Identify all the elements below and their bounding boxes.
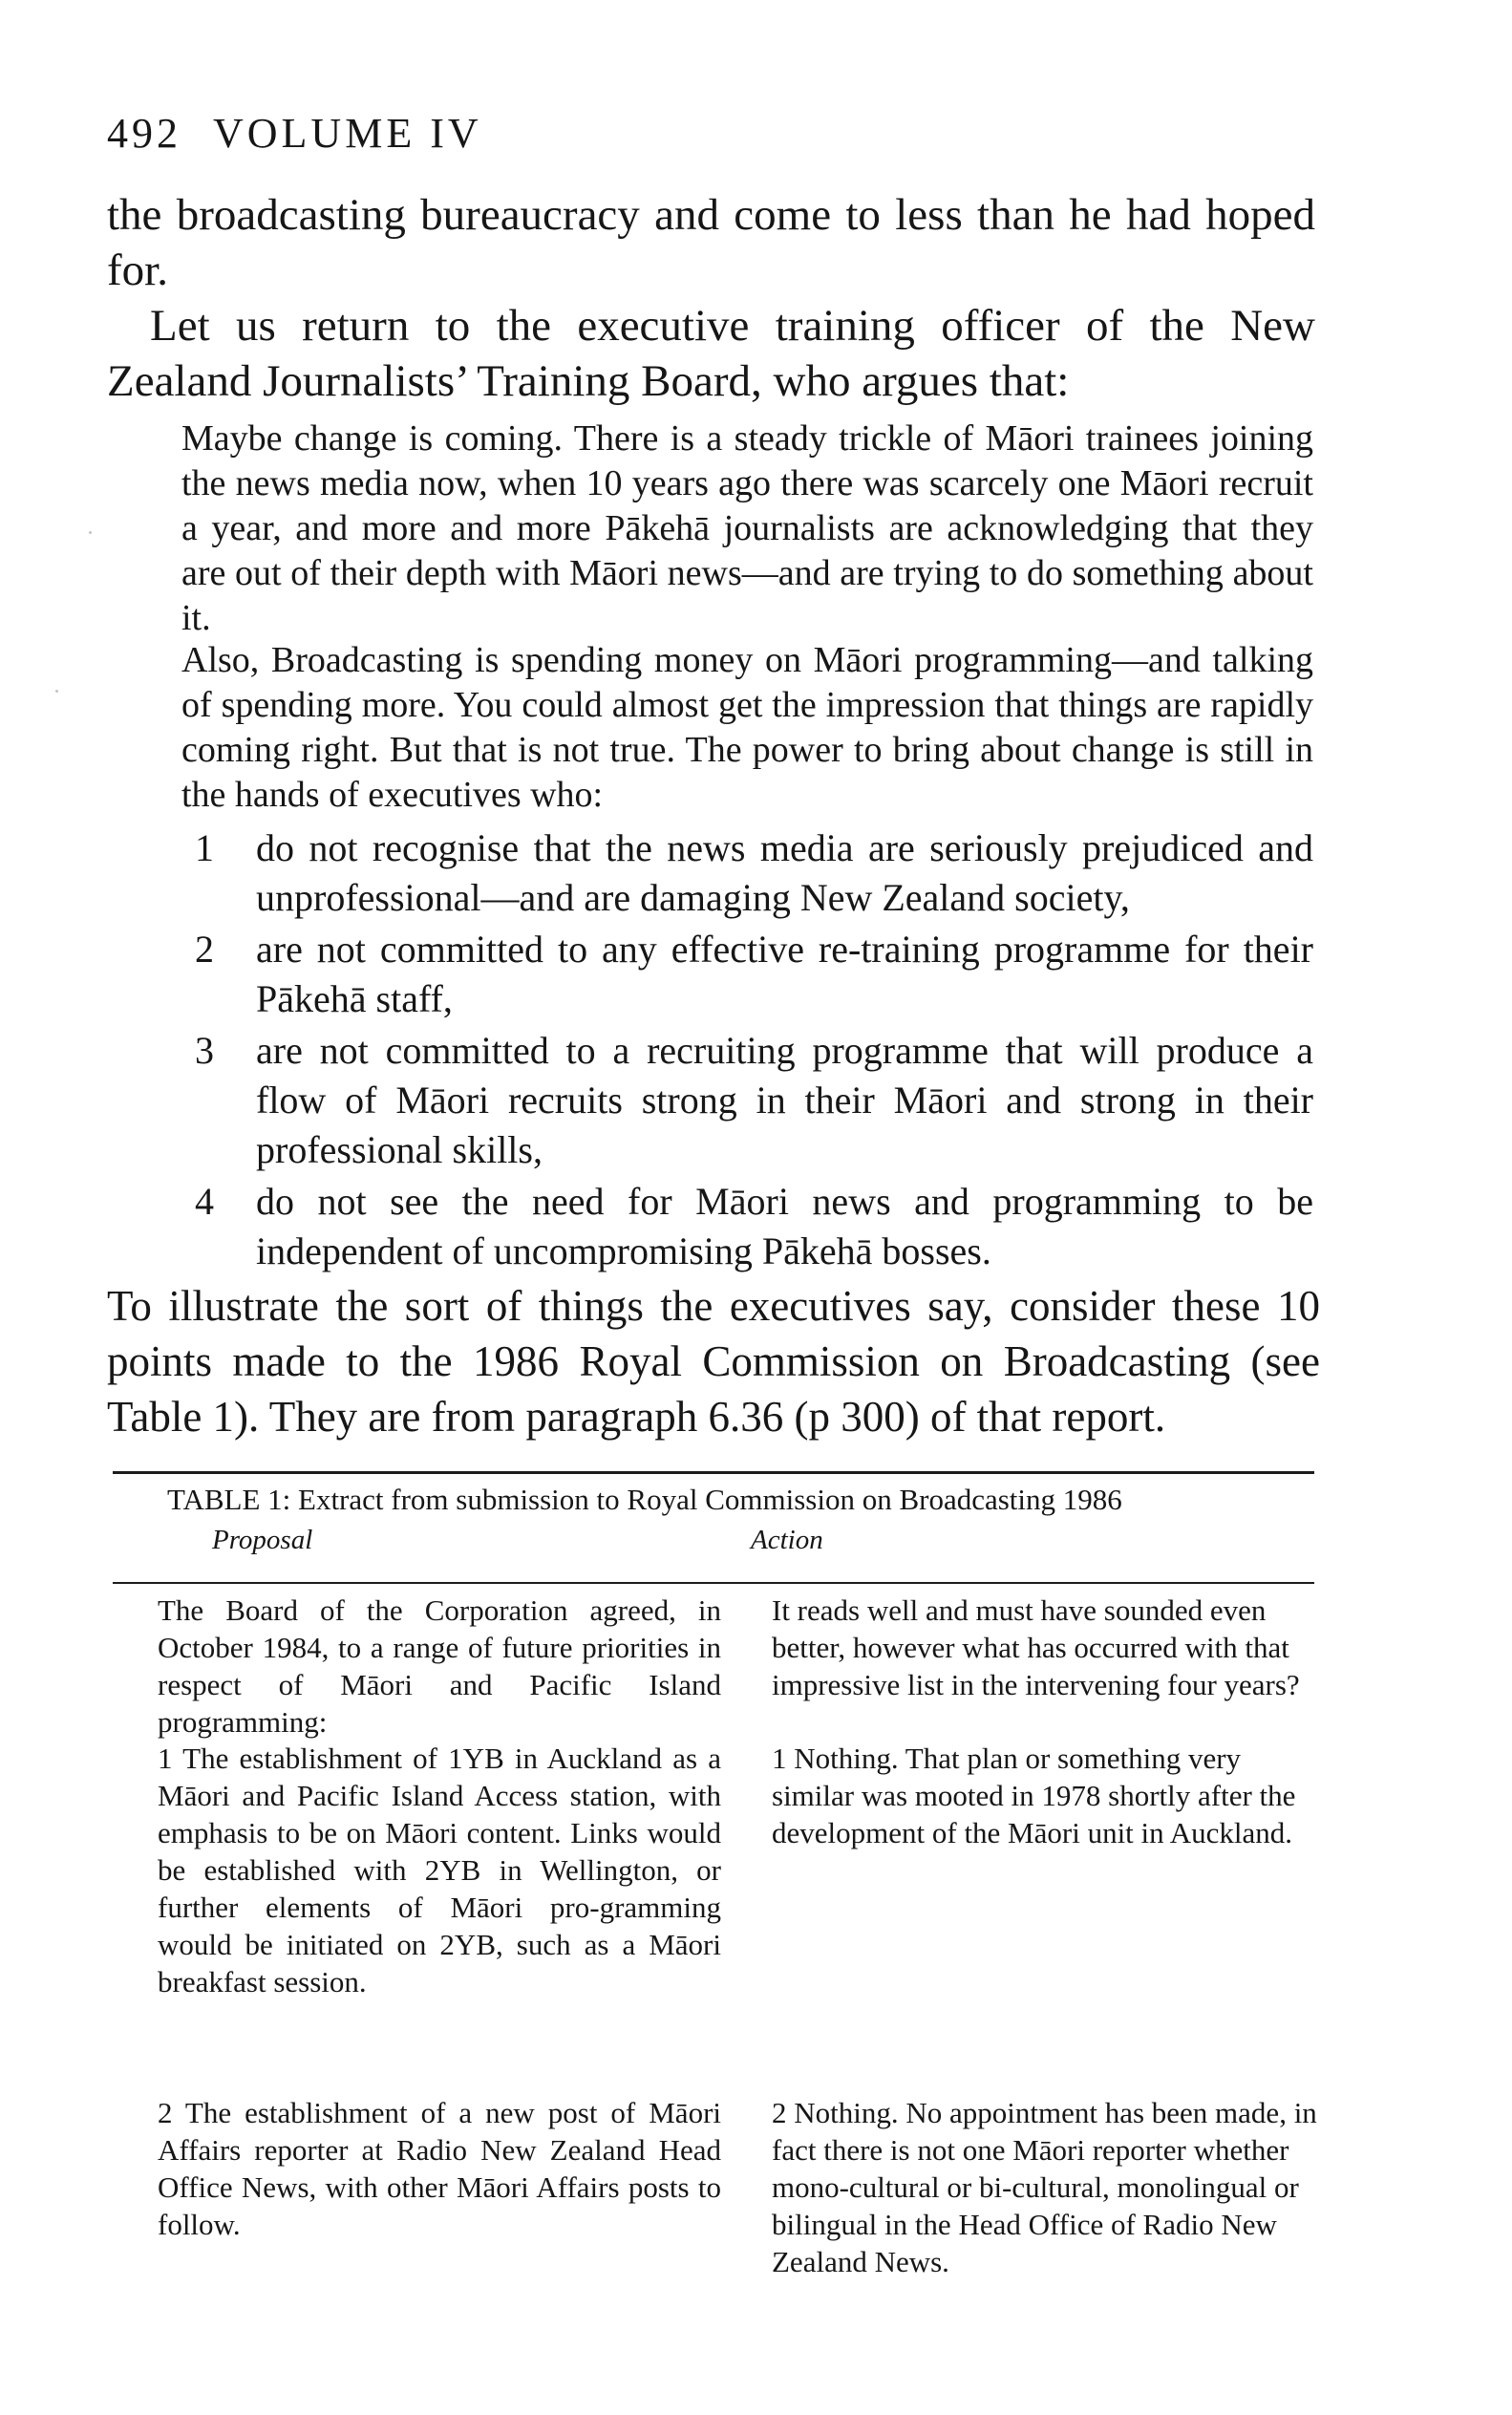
table-header-rule [113,1582,1314,1584]
table-cell-action: 1 Nothing. That plan or something very similar was mooted in 1978 shortly after the development of the Māori unit in Auckland. [772,1742,1296,1849]
list-item-text: are not committed to any effective re-training programme for their Pākehā staff, [256,928,1313,1020]
running-head [107,110,482,157]
paragraph-intro-quote: Let us return to the executive training officer of the New Zealand Journalists’ Training Board, who argues that: [107,301,1315,406]
list-item-number: 2 [195,928,214,971]
paragraph-table-intro: To illustrate the sort of things the executives say, consider these 10 points made to the 1986 Royal Commission on Broadcasting (see Table 1). They are from paragraph 6.36 (p 300) of that report. [107,1282,1320,1441]
list-item-number: 4 [195,1180,214,1223]
block-quote-paragraph-1: Maybe change is coming. There is a steady trickle of Māori trainees joining the news media now, when 10 years ago there was scarcely one Māori recruit a year, and more and more Pākehā journalists are acknowledging that they are out of their depth with Māori news—and are trying to do something about it. [181,418,1313,638]
page-number: 492 [107,110,181,157]
scan-speck [55,690,58,693]
table-cell-action: 2 Nothing. No appointment has been made, in fact there is not one Māori reporter whether mono-cultural or bi-cultural, monolingual or bilingual in the Head Office of Radio New Zealand News. [772,2096,1317,2278]
table-column-header-action: Action [751,1525,823,1555]
table-cell-action: It reads well and must have sounded even better, however what has occurred with that impressive list in the intervening four years? [772,1593,1300,1701]
list-item-text: do not recognise that the news media are seriously prejudiced and unprofessional—and are damaging New Zealand society, [256,826,1313,919]
table-column-header-proposal: Proposal [212,1525,313,1555]
table-caption: TABLE 1: Extract from submission to Royal Commission on Broadcasting 1986 [167,1483,1122,1516]
block-quote-paragraph-2: Also, Broadcasting is spending money on Māori programming—and talking of spending more. You could almost get the impression that things are rapidly coming right. But that is not true. The power to bring about change is still in the hands of executives who: [181,640,1313,815]
table-cell-proposal: 1 The establishment of 1YB in Auckland as a Māori and Pacific Island Access station, with emphasis to be on Māori content. Links would be established with 2YB in Wellington, or further elements of Māori pro-gramming would be initiated on 2YB, such as a Māori breakfast session. [158,1742,721,1998]
table-top-rule [113,1471,1314,1474]
list-item-number: 1 [195,826,214,869]
volume-label: VOLUME IV [213,110,482,157]
table-cell-proposal: 2 The establishment of a new post of Māori Affairs reporter at Radio New Zealand Head Office News, with other Māori Affairs posts to follow. [158,2096,721,2241]
list-item-text: are not committed to a recruiting programme that will produce a flow of Māori recruits strong in their Māori and strong in their professional skills, [256,1029,1313,1171]
list-item-number: 3 [195,1029,214,1072]
paragraph-continuation: the broadcasting bureaucracy and come to less than he had hoped for. [107,190,1315,295]
list-item-text: do not see the need for Māori news and programming to be independent of uncompromising Pākehā bosses. [256,1180,1313,1272]
table-cell-proposal: The Board of the Corporation agreed, in October 1984, to a range of future priorities in respect of Māori and Pacific Island programming: [158,1593,721,1739]
scan-speck [89,531,92,534]
